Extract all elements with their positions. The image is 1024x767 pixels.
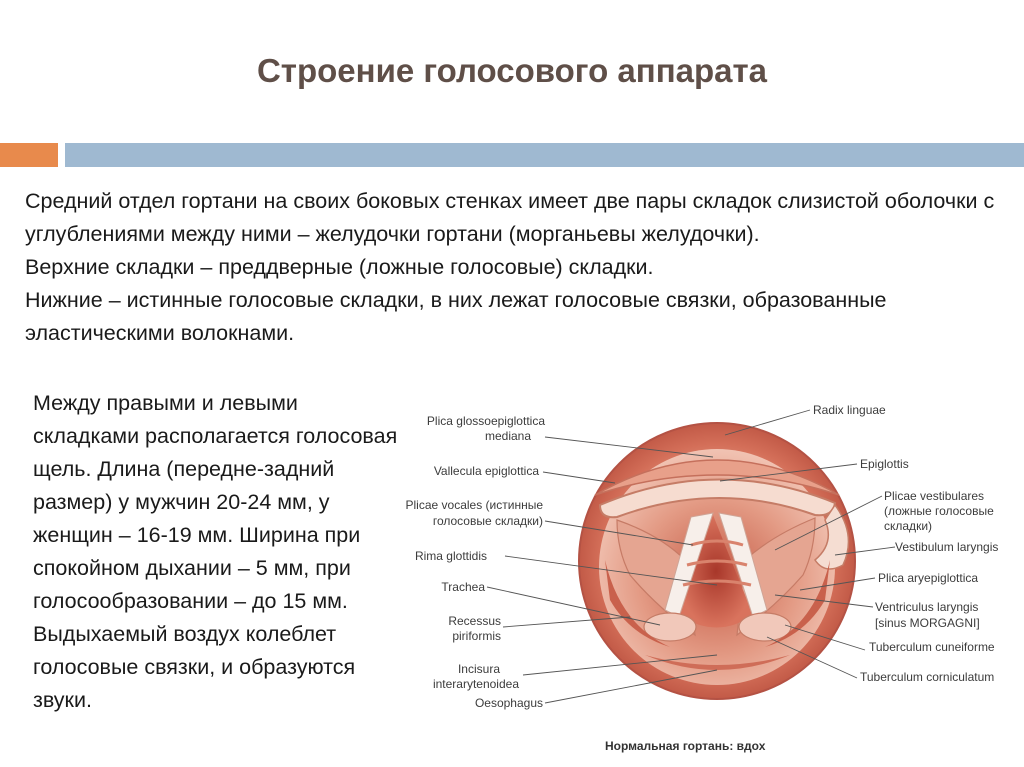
label-plicae-vocales-1: Plicae vocales (истинные (405, 498, 543, 512)
label-tuberculum-corniculatum: Tuberculum corniculatum (860, 670, 995, 684)
glottis-description: Между правыми и левыми складками располагается голосовая щель. Длина (передне-задний размер) у мужчин 20-24 мм, у женщин – 16-19 мм. Ширина при спокойном дыхании – 5 мм, при голосообразовании – до 15 мм. Выдыхаемый воздух колеблет голосовые связки, и образуются звуки. (33, 391, 398, 712)
label-recessus-1: Recessus (448, 614, 501, 628)
label-incisura-2: interarytenoidea (432, 677, 519, 691)
label-tuberculum-cuneiforme: Tuberculum cuneiforme (869, 640, 995, 654)
label-oesophagus: Oesophagus (474, 696, 543, 710)
label-incisura-1: Incisura (457, 662, 500, 676)
label-vestibulum-laryngis: Vestibulum laryngis (895, 540, 999, 554)
accent-bar-blue (65, 143, 1024, 167)
label-plica-glossoepiglottica-1: Plica glossoepiglottica (426, 414, 545, 428)
label-ventriculus-2: [sinus MORGAGNI] (875, 616, 980, 630)
intro-line-1: Средний отдел гортани на своих боковых стенках имеет две пары складок слизистой оболочки с углублениями между ними – желудочки гортани (морганьевы желудочки). (25, 189, 995, 246)
accent-bar-orange (0, 143, 58, 167)
label-plica-aryepiglottica: Plica aryepiglottica (878, 571, 979, 585)
label-plicae-vestibulares-1: Plicae vestibulares (884, 489, 985, 503)
label-epiglottis: Epiglottis (860, 457, 909, 471)
label-plicae-vestibulares-2: (ложные голосовые (884, 504, 994, 518)
figure-caption: Нормальная гортань: вдох (605, 739, 766, 753)
label-plicae-vocales-2: голосовые складки) (432, 514, 543, 528)
page-title: Строение голосового аппарата (256, 52, 768, 89)
label-recessus-2: piriformis (452, 629, 501, 643)
intro-paragraph (25, 185, 1015, 350)
label-ventriculus-1: Ventriculus laryngis (875, 600, 979, 614)
larynx-illustration (395, 385, 1024, 767)
label-trachea: Trachea (441, 580, 485, 594)
label-rima-glottidis: Rima glottidis (414, 549, 487, 563)
intro-line-3: Нижние – истинные голосовые складки, в них лежат голосовые связки, образованные эластическими волокнами. (25, 288, 887, 345)
larynx-drawing (395, 385, 1024, 767)
label-plicae-vestibulares-3: складки) (884, 519, 933, 533)
intro-line-2: Верхние складки – преддверные (ложные голосовые) складки. (25, 255, 654, 279)
label-vallecula: Vallecula epiglottica (433, 464, 539, 478)
label-plica-glossoepiglottica-2: mediana (484, 429, 531, 443)
label-radix-linguae: Radix linguae (813, 403, 886, 417)
